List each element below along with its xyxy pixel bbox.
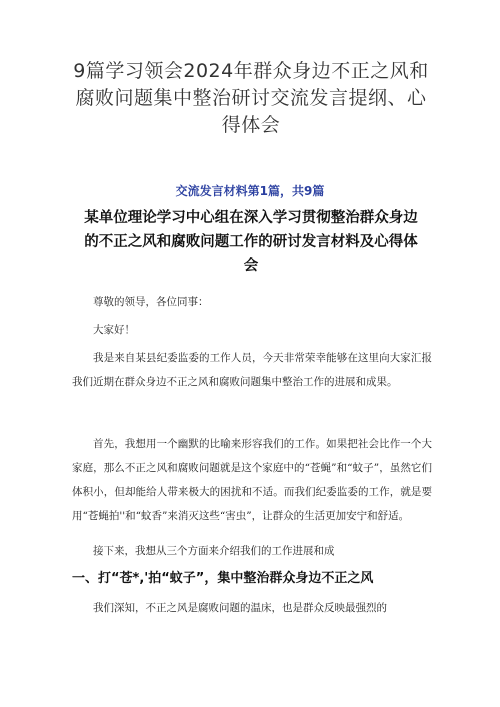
main-title: 9篇学习领会2024年群众身边不正之风和腐败问题集中整治研讨交流发言提纲、心得体会 — [73, 60, 429, 136]
metaphor-paragraph: 首先，我想用一个幽默的比喻来形容我们的工作。如果把社会比作一个大家庭，那么不正之风和腐败问题就是这个家庭中的“苍蝇”和“蚊子”，虽然它们体积小，但却能给人带来极大的困扰和不适。而我们纪委监委的工作，就是要用“苍蝇拍''和“蚊香”来消灭这些“害虫”，让群众的生活更加安宁和舒适。 — [72, 438, 432, 522]
section-heading-one: 一、打“苍*,'拍“蚊子”，集中整治群众身边不正之风 — [72, 571, 374, 586]
intro-paragraph: 我是来自某县纪委监委的工作人员，今天非常荣幸能够在这里向大家汇报我们近期在群众身边不正之风和腐败问题集中整治工作的进展和成果。 — [72, 352, 432, 388]
salutation-paragraph: 尊敬的领导，各位同事： — [93, 296, 209, 308]
transition-paragraph: 接下来，我想从三个方面来介绍我们的工作进展和成 — [93, 545, 335, 557]
sub-heading: 交流发言材料第1篇，共9篇 — [175, 184, 325, 198]
section-one-paragraph: 我们深知，不正之风是腐败问题的温床，也是群众反映最强烈的 — [93, 602, 387, 614]
document-title: 某单位理论学习中心组在深入学习贯彻整治群众身边的不正之风和腐败问题工作的研讨发言材料及心得体会 — [84, 210, 418, 274]
greeting-paragraph: 大家好！ — [93, 324, 135, 336]
